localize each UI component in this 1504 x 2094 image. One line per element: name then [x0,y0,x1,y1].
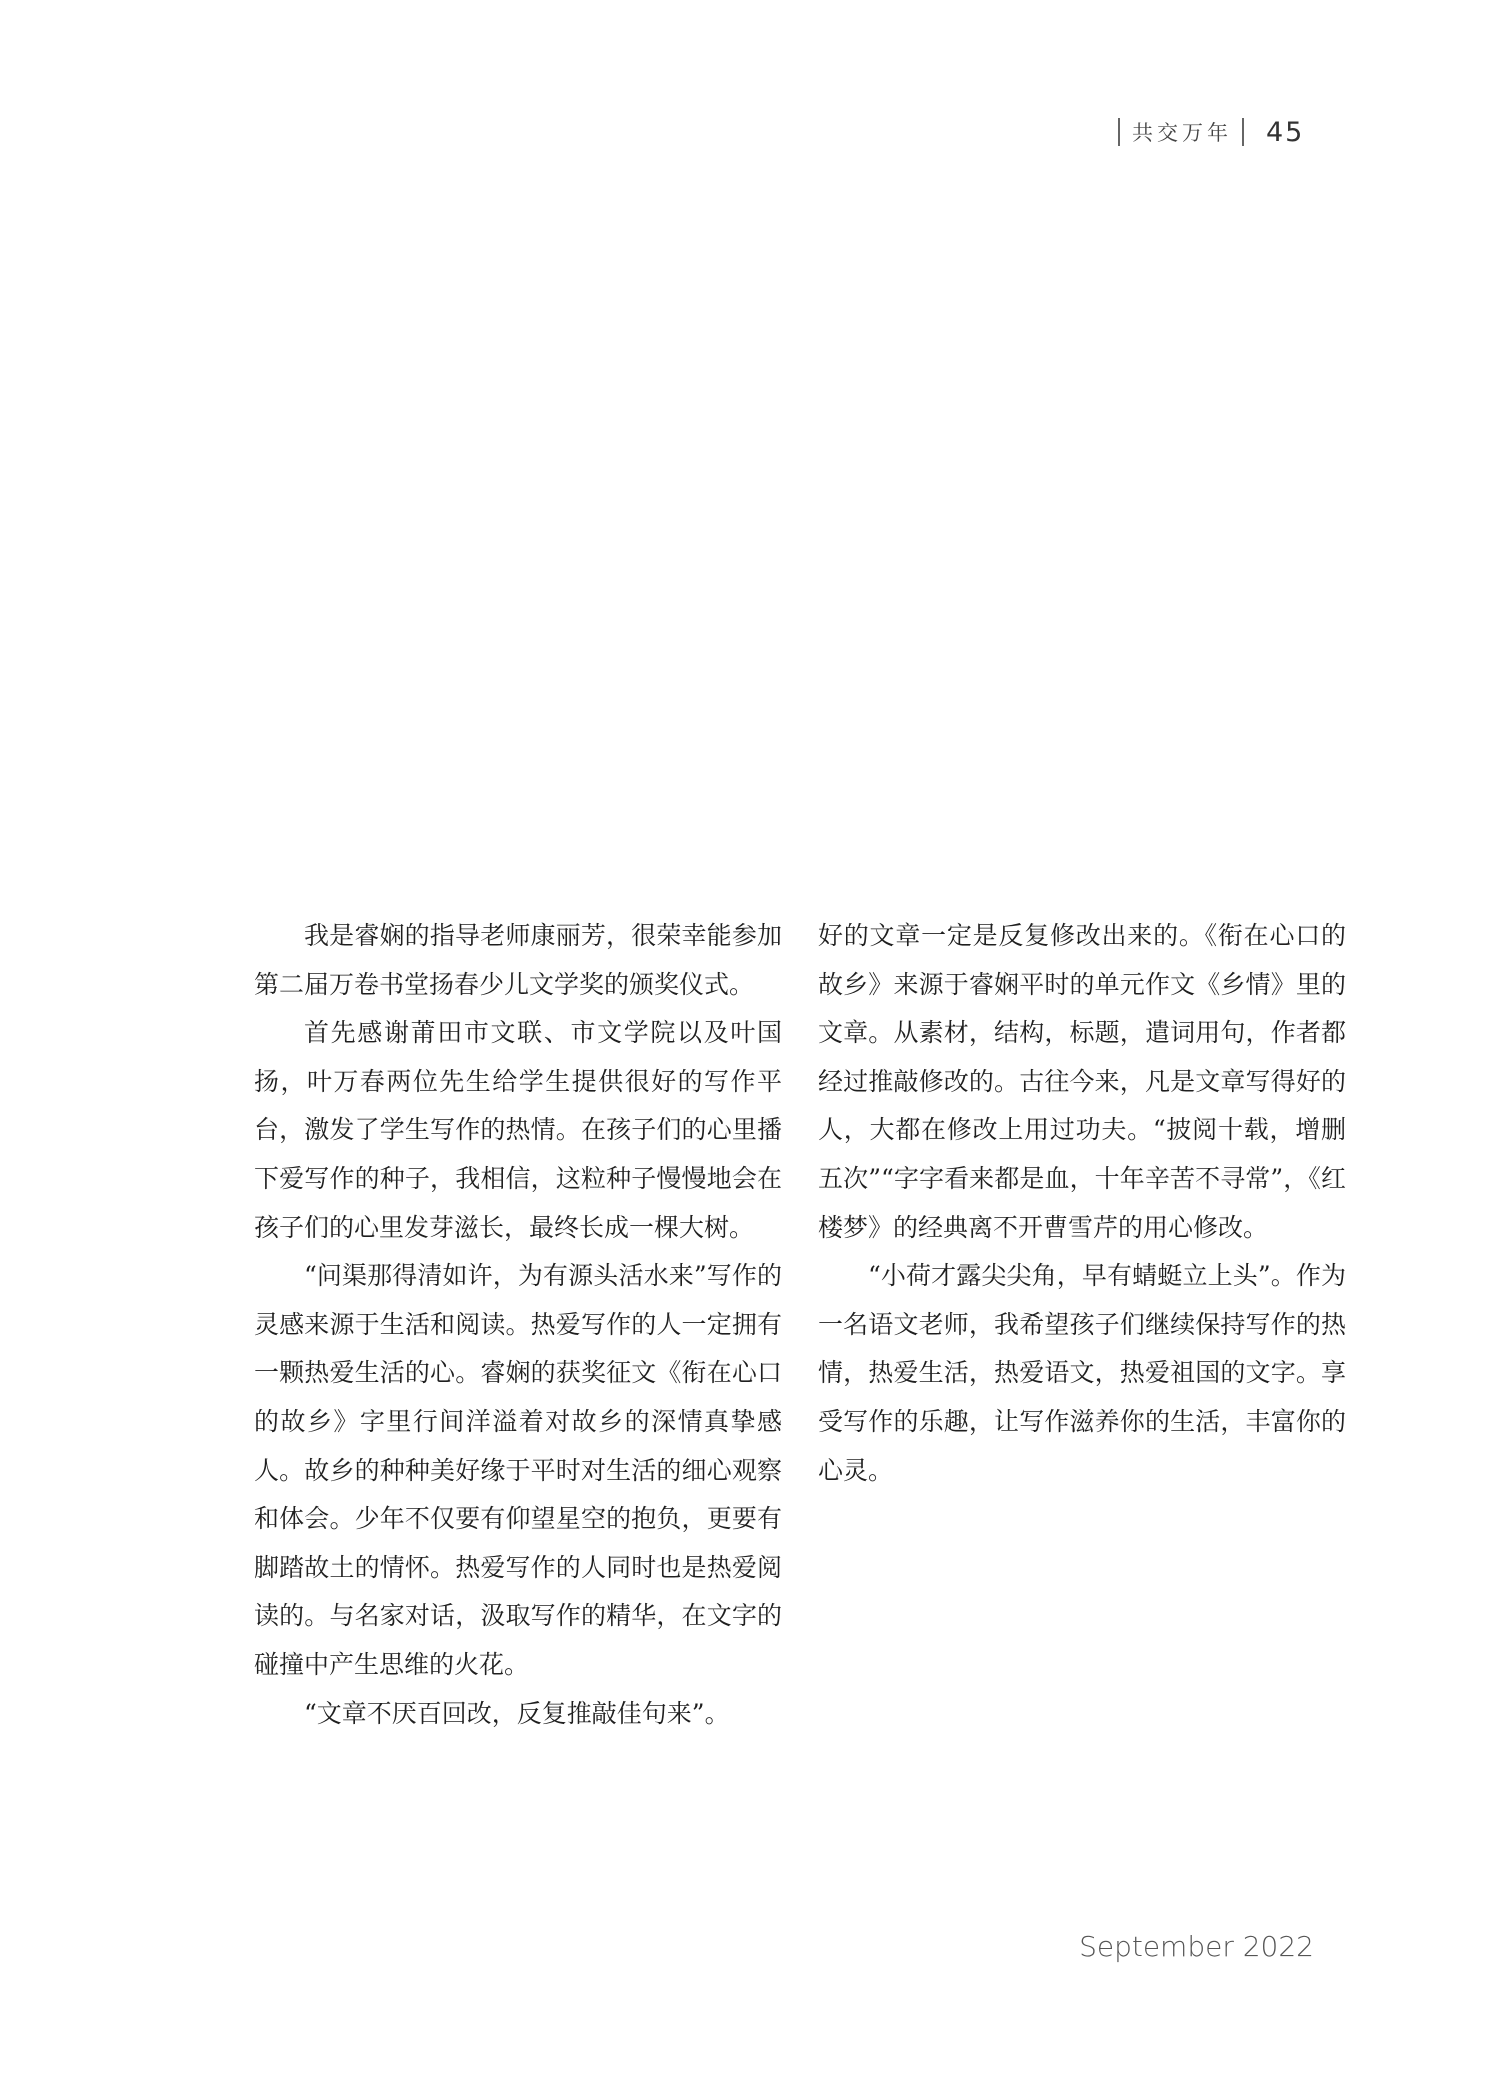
running-header [1118,112,1304,152]
issue-date: September 2022 [1079,1930,1314,1963]
left-column [254,912,782,1738]
paragraph: “小荷才露尖尖角，早有蜻蜓立上头”。作为一名语文老师，我希望孩子们继续保持写作的热情，热爱生活，热爱语文，热爱祖国的文字。享受写作的乐趣，让写作滋养你的生活，丰富你的心灵。 [818,1261,1346,1485]
header-divider-right [1242,118,1244,146]
paragraph: 我是睿娴的指导老师康丽芳，很荣幸能参加第二届万卷书堂扬春少儿文学奖的颁奖仪式。 [254,921,782,999]
right-column [818,912,1346,1495]
paragraph: 首先感谢莆田市文联、市文学院以及叶国扬，叶万春两位先生给学生提供很好的写作平台，激发了学生写作的热情。在孩子们的心里播下爱写作的种子，我相信，这粒种子慢慢地会在孩子们的心里发芽滋长，最终长成一棵大树。 [254,1018,782,1242]
page-number: 45 [1266,116,1305,148]
paragraph: “问渠那得清如许，为有源头活水来”写作的灵感来源于生活和阅读。热爱写作的人一定拥有一颗热爱生活的心。睿娴的获奖征文《衔在心口的故乡》字里行间洋溢着对故乡的深情真挚感人。故乡的种种美好缘于平时对生活的细心观察和体会。少年不仅要有仰望星空的抱负，更要有脚踏故土的情怀。热爱写作的人同时也是热爱阅读的。与名家对话，汲取写作的精华，在文字的碰撞中产生思维的火花。 [254,1261,782,1679]
paragraph: “文章不厌百回改，反复推敲佳句来”。 [304,1698,730,1728]
header-divider-left [1118,118,1120,146]
paragraph: 好的文章一定是反复修改出来的。《衔在心口的故乡》来源于睿娴平时的单元作文《乡情》里的文章。从素材，结构，标题，遣词用句，作者都经过推敲修改的。古往今来，凡是文章写得好的人，大都在修改上用过功夫。“披阅十载，增删五次”“字字看来都是血，十年辛苦不寻常”，《红楼梦》的经典离不开曹雪芹的用心修改。 [818,921,1346,1242]
section-title: 共交万年 [1132,121,1232,145]
